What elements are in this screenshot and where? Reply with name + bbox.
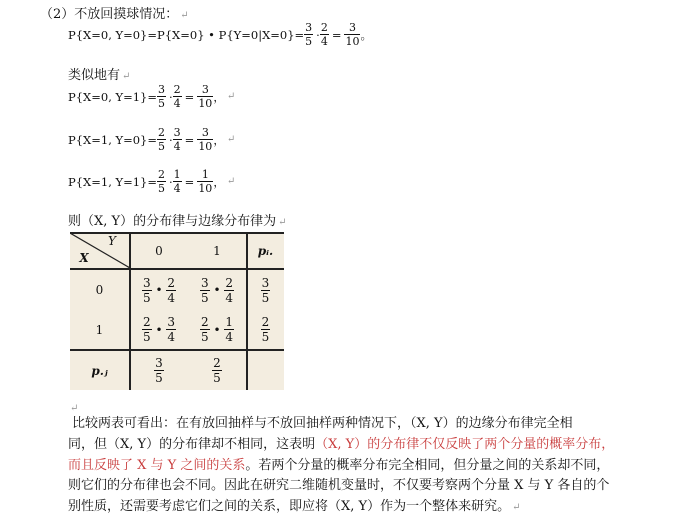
fraction: $\frac{2}{4}$ <box>173 83 181 110</box>
similar-text: 类似地有 ↵ <box>68 68 131 83</box>
return-mark: ↵ <box>180 10 189 21</box>
marginal-x-0: $\frac{3}{5}$ <box>261 275 270 305</box>
row-label-1: 1 <box>95 322 104 337</box>
marginal-x-header: pᵢ. <box>257 244 274 258</box>
fraction-result: $\frac{1}{10}$ <box>198 168 213 195</box>
paragraph-line: 别性质，还需要考虑它们之间的关系，即应将（X, Y）作为一个整体来研究。 ↵ <box>68 499 521 515</box>
fraction-result: $\frac{3}{10}$ <box>345 21 360 48</box>
equation-lhs: P{X=1, Y=1}= <box>68 174 158 189</box>
dot-operator: · <box>316 27 320 42</box>
paragraph-line: 比较两表可看出：在有放回抽样与不放回抽样两种情况下，（X, Y）的边缘分布律完全相 <box>72 416 573 431</box>
return-mark: ↵ <box>70 403 79 414</box>
return-mark: ↵ <box>226 134 236 145</box>
dot-operator: · <box>169 89 173 104</box>
col-header-0: 0 <box>155 244 163 258</box>
table-cell: $\frac{3}{5}$ • $\frac{2}{4}$ <box>143 275 175 305</box>
marginal-y-1: $\frac{2}{5}$ <box>213 356 221 385</box>
table-cell: $\frac{2}{5}$ • $\frac{1}{4}$ <box>201 315 233 344</box>
fraction: $\frac{3}{5}$ <box>158 83 166 110</box>
return-mark: ↵ <box>278 217 287 228</box>
equation-lhs: P{X=0, Y=0}=P{X=0} • P{Y=0|X=0}= <box>68 27 305 42</box>
fraction: $\frac{2}{5}$ <box>158 126 166 153</box>
marginal-y-0: $\frac{3}{5}$ <box>155 356 163 385</box>
corner-x-label: X <box>79 251 89 265</box>
distribution-table <box>70 232 284 390</box>
col-header-1: 1 <box>213 244 221 258</box>
punctuation: 。 <box>360 27 372 42</box>
highlighted-text: 而且反映了 X 与 Y 之间的关系 <box>68 457 246 473</box>
marginal-y-label: p.ⱼ <box>91 363 108 378</box>
punctuation: ， <box>213 174 225 189</box>
equation-1 <box>68 22 372 47</box>
return-mark: ↵ <box>226 91 236 102</box>
paragraph-line: 同，但（X, Y）的分布律却不相同，这表明（X, Y）的分布律不仅反映了两个分量的概率分布， <box>68 436 615 452</box>
return-mark: ↵ <box>226 176 236 187</box>
fraction: $\frac{3}{4}$ <box>173 126 181 153</box>
equals-sign: = <box>184 132 195 147</box>
punctuation: ， <box>213 89 225 104</box>
fraction: $\frac{2}{5}$ <box>158 168 166 195</box>
fraction-result: $\frac{3}{10}$ <box>198 83 213 110</box>
dot-operator: · <box>169 132 173 147</box>
equation-2 <box>68 84 235 109</box>
fraction: $\frac{1}{4}$ <box>173 168 181 195</box>
equation-lhs: P{X=1, Y=0}= <box>68 132 158 147</box>
marginal-x-1: $\frac{2}{5}$ <box>261 315 270 344</box>
row-label-0: 0 <box>95 283 104 297</box>
paragraph-line: 而且反映了 X 与 Y 之间的关系。若两个分量的概率分布完全相同，但分量之间的关系却不同， <box>68 457 610 473</box>
section-heading: （2）不放回摸球情况： ↵ <box>40 7 189 22</box>
corner-y-label: Y <box>108 234 116 248</box>
return-mark: ↵ <box>512 502 521 514</box>
punctuation: ， <box>213 132 225 147</box>
equals-sign: = <box>331 27 342 42</box>
fraction-result: $\frac{3}{10}$ <box>198 126 213 153</box>
equation-lhs: P{X=0, Y=1}= <box>68 89 158 104</box>
dot-operator: · <box>169 174 173 189</box>
conclusion-paragraph <box>68 414 615 519</box>
equation-4 <box>68 169 235 194</box>
return-mark: ↵ <box>122 71 131 82</box>
equals-sign: = <box>184 174 195 189</box>
equals-sign: = <box>184 89 195 104</box>
highlighted-text: （X, Y）的分布律不仅反映了两个分量的概率分布， <box>315 436 615 452</box>
fraction: $\frac{2}{4}$ <box>320 21 328 48</box>
table-intro: 则（X, Y）的分布律与边缘分布律为 ↵ <box>68 214 287 229</box>
paragraph-line: 则它们的分布律也会不同。因此在研究二维随机变量时，不仅要考察两个分量 X 与 Y 各自的个 <box>68 478 610 494</box>
table-cell: $\frac{3}{5}$ • $\frac{2}{4}$ <box>201 275 233 305</box>
table-cell: $\frac{2}{5}$ • $\frac{3}{4}$ <box>143 315 175 344</box>
fraction: $\frac{3}{5}$ <box>305 21 313 48</box>
equation-3 <box>68 127 235 152</box>
